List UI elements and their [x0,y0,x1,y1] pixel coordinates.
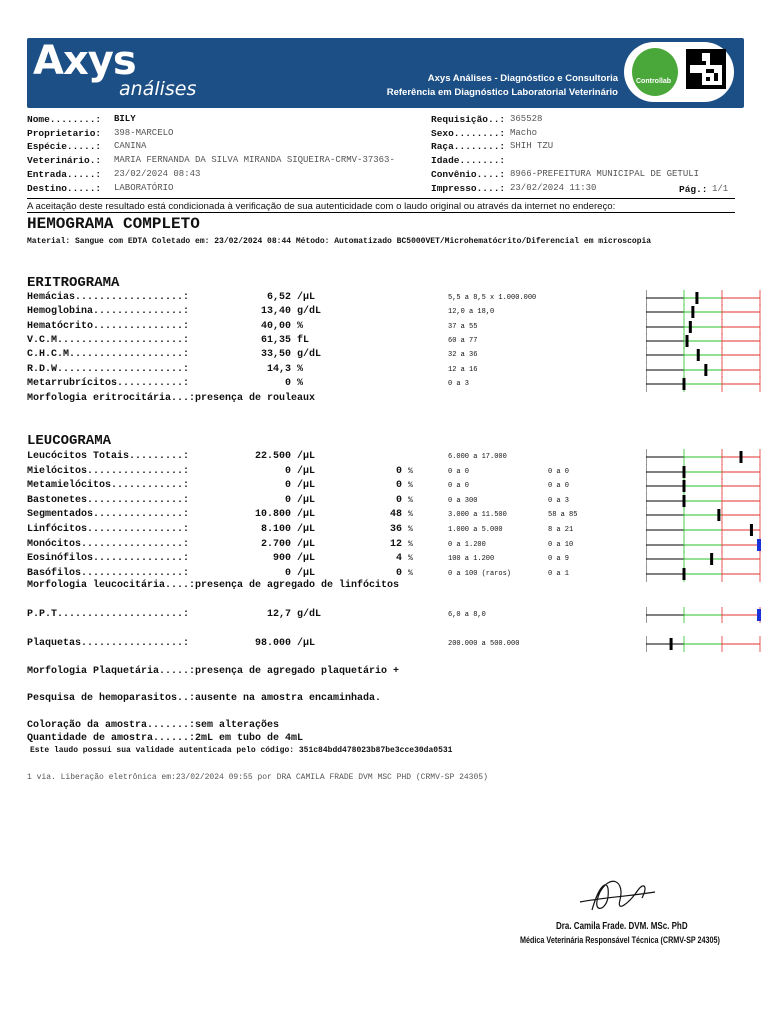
result-label: Hematócrito...............: [27,320,190,332]
range-gauge-leu3-marker [683,495,686,507]
reference-percent: 58 a 85 [548,511,578,520]
reference-range: 32 a 36 [448,351,478,360]
range-gauge-eri5-marker [704,364,707,376]
result-unit: /µL [297,494,316,506]
reference-percent: 0 a 9 [548,555,570,564]
range-gauge-leu3 [646,493,764,509]
result-value: 12,7 [266,609,291,620]
reference-range: 5,5 a 8,5 x 1.000.000 [448,294,537,302]
range-gauge-leu4-marker [717,509,720,521]
result-percent: 0 [395,567,402,579]
coloracao-amostra: Coloração da amostra.......:sem alterações [27,720,280,731]
exam-material: Material: Sangue com EDTA Coletado em: 23/02/2024 08:44 Método: Automatizado BC5000VET/Microhematócrito/Diferencial em microscopia [27,237,652,246]
result-label: C.H.C.M...................: [27,349,190,361]
percent-sign: % [408,466,413,476]
result-value: 33,50 [260,349,291,361]
range-gauge-leu8 [646,566,764,582]
result-percent: 48 [389,509,402,521]
result-unit: fL [297,334,310,346]
qr-code-icon [686,49,726,89]
range-gauge-leu2-marker [683,480,686,492]
reference-range: 100 a 1.200 [448,555,495,564]
result-value: 10.800 [254,509,291,521]
result-label: Linfócitos................: [27,524,190,535]
result-label: Hemoglobina...............: [27,306,190,318]
result-label: Hemácias..................: [27,292,190,303]
exam-title: HEMOGRAMA COMPLETO [27,215,200,233]
result-label: Mielócitos................: [27,465,190,477]
range-gauge-leu7 [646,551,764,567]
reference-range: 3.000 a 11.500 [448,511,507,520]
requisicao-value: 365528 [510,114,543,124]
result-label: Bastonetes................: [27,494,190,506]
result-unit: /µL [297,292,316,303]
nome-label: Nome........: [27,114,102,125]
range-gauge-leu6 [646,537,764,553]
destino-value: LABORATÓRIO [114,183,174,193]
result-label: Metamielócitos............: [27,480,190,492]
entrada-value: 23/02/2024 08:43 [114,169,201,179]
percent-sign: % [408,568,413,578]
result-unit: g/dL [297,349,322,361]
page-value: 1/1 [712,184,729,194]
result-value: 0 [284,494,291,506]
result-value: 0 [284,567,291,579]
result-value: 61,35 [260,334,291,346]
percent-sign: % [408,481,413,491]
signature-name: Dra. Camila Frade. DVM. MSc. PhD [556,921,688,932]
result-label: Monócitos.................: [27,538,190,550]
range-gauge-eri6 [646,376,764,392]
result-label: Basófilos.................: [27,567,190,579]
result-unit: % [297,377,304,389]
percent-sign: % [408,554,413,564]
result-value: 98.000 [254,638,291,649]
result-value: 8.100 [260,524,291,535]
result-percent: 0 [395,494,402,506]
result-unit: /µL [297,567,316,579]
range-gauge-plaq [646,636,764,652]
result-unit: % [297,320,304,332]
result-unit: /µL [297,451,316,462]
reference-percent: 0 a 0 [548,482,570,491]
especie-label: Espécie.....: [27,141,102,152]
leucograma-morfologia: Morfologia leucocitária....:presença de agregado de linfócitos [27,580,400,591]
percent-sign: % [408,510,413,520]
reference-range: 0 a 3 [448,379,470,388]
result-value: 14,3 [266,363,291,375]
result-value: 40,00 [260,320,291,332]
certification-badge [624,42,734,102]
lab-logo: Axys [33,38,136,84]
morfologia-plaquetaria: Morfologia Plaquetária.....:presença de agregado plaquetário + [27,666,400,677]
reference-percent: 8 a 21 [548,526,574,534]
range-gauge-eri0-marker [695,292,698,304]
reference-range: 12 a 16 [448,365,478,374]
reference-range: 200.000 a 500.000 [448,640,520,648]
reference-percent: 0 a 3 [548,496,570,505]
reference-range: 60 a 77 [448,336,478,345]
header-banner [27,38,744,108]
result-unit: g/dL [297,609,322,620]
page-label: Pág.: [679,184,708,195]
leucograma-title: LEUCOGRAMA [27,433,112,449]
result-unit: g/dL [297,306,322,318]
controllab-seal-icon: Controllab [632,48,678,96]
range-gauge-leu5-marker [750,524,753,536]
convenio-value: 8966-PREFEITURA MUNICIPAL DE GETULI [510,169,700,179]
lab-tagline: Referência em Diagnóstico Laboratorial Veterinário [386,87,618,98]
range-gauge-leu2 [646,478,764,494]
result-percent: 0 [395,465,402,477]
result-unit: /µL [297,638,316,649]
range-gauge-ppt-marker [757,609,761,621]
signature-role: Médica Veterinária Responsável Técnica (CRMV-SP 24305) [520,935,720,945]
result-label: Metarrubrícitos...........: [27,377,190,389]
result-label: Plaquetas.................: [27,638,190,649]
result-unit: /µL [297,465,316,477]
result-value: 6,52 [266,292,291,303]
signature-icon [570,872,660,922]
reference-range: 12,0 a 18,0 [448,308,495,317]
reference-range: 0 a 100 (raros) [448,569,512,578]
range-gauge-leu7-marker [710,553,713,565]
result-percent: 36 [389,524,402,535]
reference-range: 0 a 300 [448,496,478,505]
impresso-value: 23/02/2024 11:30 [510,183,597,193]
result-unit: /µL [297,524,316,535]
result-value: 0 [284,465,291,477]
eritrograma-title: ERITROGRAMA [27,275,120,291]
range-gauge-leu1 [646,464,764,480]
result-value: 13,40 [260,306,291,318]
result-label: V.C.M.....................: [27,334,190,346]
reference-range: 6.000 a 17.000 [448,453,507,461]
percent-sign: % [408,525,413,534]
nome-value: BILY [114,114,136,124]
range-gauge-leu6-marker [757,539,761,551]
idade-label: Idade.......: [431,155,506,166]
range-gauge-leu8-marker [683,568,686,580]
result-value: 22.500 [254,451,291,462]
hemoparasitos: Pesquisa de hemoparasitos..:ausente na amostra encaminhada. [27,693,382,704]
entrada-label: Entrada.....: [27,169,102,180]
veterinario-label: Veterinário.: [27,155,102,166]
range-gauge-leu4 [646,507,764,523]
range-gauge-leu0-marker [740,451,743,463]
result-label: P.P.T.....................: [27,609,190,620]
percent-sign: % [408,539,413,549]
convenio-label: Convênio....: [431,169,506,180]
result-unit: /µL [297,509,316,521]
range-gauge-leu1-marker [683,466,686,478]
requisicao-label: Requisição..: [431,114,506,125]
result-percent: 0 [395,480,402,492]
sexo-label: Sexo........: [431,128,506,139]
range-gauge-plaq-marker [670,638,673,650]
result-value: 0 [284,377,291,389]
especie-value: CANINA [114,141,147,151]
range-gauge-eri3-marker [686,335,689,347]
result-percent: 4 [395,553,402,565]
result-label: Eosinófilos...............: [27,553,190,565]
reference-percent: 0 a 0 [548,467,570,476]
range-gauge-eri6-marker [683,378,686,390]
result-percent: 12 [389,538,402,550]
destino-label: Destino.....: [27,183,102,194]
result-unit: /µL [297,538,316,550]
lab-name: Axys Análises - Diagnóstico e Consultoria [427,73,618,84]
authenticity-notice: A aceitação deste resultado está condicionada à verificação de sua autenticidade com o laudo original ou através da internet no endereço: [27,201,616,212]
eritrograma-morfologia: Morfologia eritrocitária...:presença de rouleaux [27,393,316,404]
reference-range: 6,0 a 8,0 [448,611,486,619]
result-label: R.D.W.....................: [27,363,190,375]
result-value: 900 [272,553,291,565]
raca-value: SHIH TZU [510,141,554,151]
range-gauge-eri4-marker [697,349,700,361]
result-label: Leucócitos Totais.........: [27,451,190,462]
veterinario-value: MARIA FERNANDA DA SILVA MIRANDA SIQUEIRA-CRMV-37363- [114,155,395,165]
result-unit: % [297,363,304,375]
reference-percent: 0 a 1 [548,569,570,578]
impresso-label: Impresso....: [431,183,506,194]
lab-logo-subtitle: análises [119,78,197,100]
reference-range: 37 a 55 [448,322,478,331]
result-unit: /µL [297,553,316,565]
quantidade-amostra: Quantidade de amostra......:2mL em tubo de 4mL [27,733,304,744]
proprietario-label: Proprietario: [27,128,102,139]
result-value: 0 [284,480,291,492]
range-gauge-leu5 [646,522,764,538]
sexo-value: Macho [510,128,538,138]
proprietario-value: 398-MARCELO [114,128,174,138]
reference-range: 0 a 0 [448,482,470,491]
reference-range: 0 a 1.200 [448,540,486,549]
result-value: 2.700 [260,538,291,550]
reference-range: 1.000 a 5.000 [448,526,503,534]
release-info: 1 via. Liberação eletrônica em:23/02/2024 09:55 por DRA CAMILA FRADE DVM MSC PHD (CRMV-SP 24305) [27,773,488,782]
range-gauge-ppt [646,607,764,623]
percent-sign: % [408,495,413,505]
range-gauge-eri2-marker [689,321,692,333]
validation-code: Este laudo possui sua validade autenticada pelo código: 351c84bdd478023b87be3cce30da0531 [30,746,453,755]
range-gauge-leu0 [646,449,764,465]
reference-range: 0 a 0 [448,467,470,476]
range-gauge-eri1-marker [691,306,694,318]
reference-percent: 0 a 10 [548,540,574,549]
result-unit: /µL [297,480,316,492]
raca-label: Raça........: [431,141,506,152]
result-label: Segmentados...............: [27,509,190,521]
